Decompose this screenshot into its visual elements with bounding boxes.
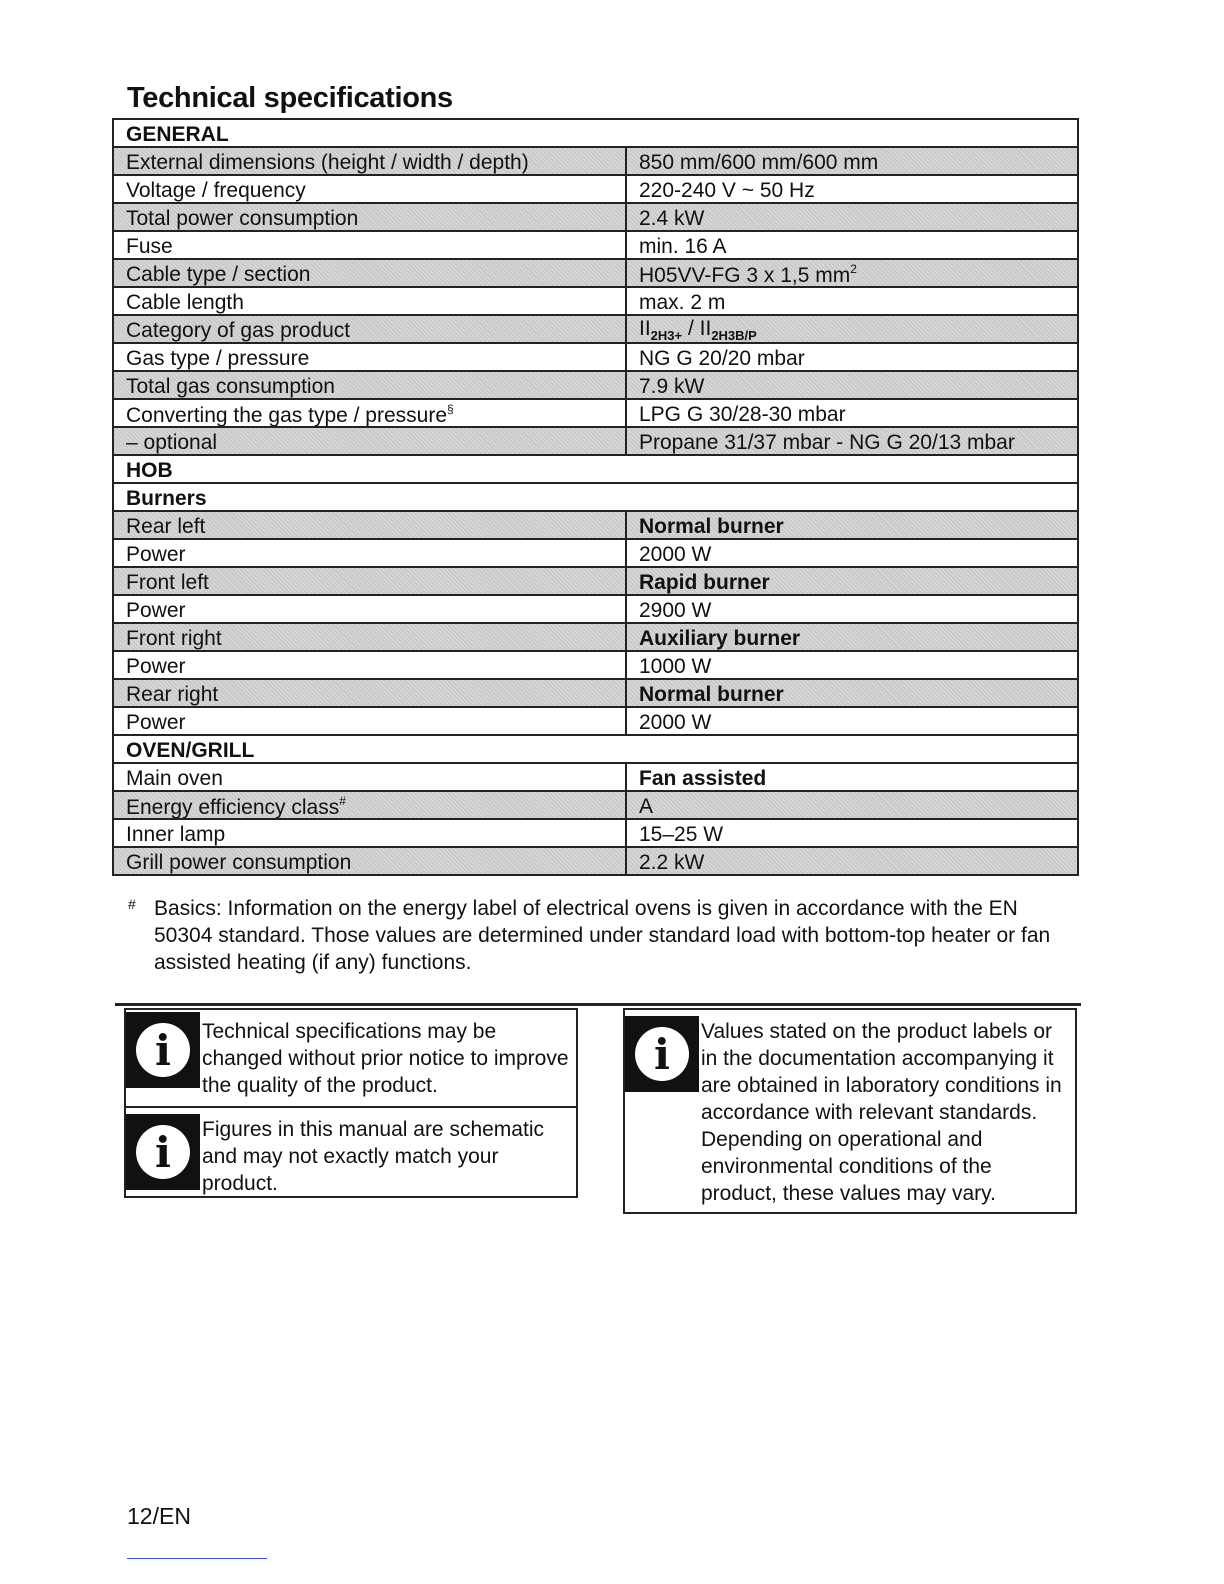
spec-value: 2900 W (626, 595, 1078, 623)
table-row (113, 763, 1078, 791)
spec-value: A (626, 791, 1078, 819)
table-row (113, 791, 1078, 819)
spec-value: NG G 20/20 mbar (626, 343, 1078, 371)
table-row (113, 623, 1078, 651)
superscript: § (447, 401, 454, 416)
superscript: # (339, 793, 346, 808)
spec-value: 220-240 V ~ 50 Hz (626, 175, 1078, 203)
table-row (113, 371, 1078, 399)
table-row (113, 651, 1078, 679)
spec-label: Rear left (113, 511, 626, 539)
note-figures (126, 1108, 576, 1196)
table-row (113, 343, 1078, 371)
spec-value: Fan assisted (626, 763, 1078, 791)
spec-value: min. 16 A (626, 231, 1078, 259)
table-row (113, 567, 1078, 595)
spec-label: Total power consumption (113, 203, 626, 231)
spec-label: Inner lamp (113, 819, 626, 847)
note-values (625, 1010, 1075, 1212)
spec-label: Main oven (113, 763, 626, 791)
label-text: Energy efficiency class (126, 795, 340, 819)
info-icon-glyph: i (136, 1023, 190, 1077)
spec-label: Rear right (113, 679, 626, 707)
table-row (113, 147, 1078, 175)
spec-label: Fuse (113, 231, 626, 259)
subscript: 2H3+ (650, 328, 683, 343)
spec-label: Total gas consumption (113, 371, 626, 399)
spec-label (113, 399, 626, 427)
spec-table (112, 118, 1079, 876)
subscript: 2H3B/P (711, 328, 757, 343)
value-text: II (639, 317, 651, 340)
note-text: Technical specifications may be changed without prior notice to improve the quality of the product. (202, 1020, 569, 1097)
spec-label: Voltage / frequency (113, 175, 626, 203)
note-text: Values stated on the product labels or in the documentation accompanying it are obtained in laboratory conditions in accordance with relevant standards. Depending on operational and environmental conditions of the product, these values may vary. (701, 1020, 1062, 1205)
section-oven-grill (113, 735, 1078, 763)
spec-value: Propane 31/37 mbar - NG G 20/13 mbar (626, 427, 1078, 455)
value-text: / II (682, 317, 712, 340)
spec-value: 2000 W (626, 707, 1078, 735)
superscript: 2 (850, 261, 857, 276)
page-number: 12/EN (127, 1503, 191, 1529)
spec-label: Front right (113, 623, 626, 651)
section-hob (113, 455, 1078, 483)
value-text: H05VV-FG 3 x 1,5 mm (639, 263, 851, 287)
section-title: OVEN/GRILL (113, 735, 1078, 763)
table-row (113, 539, 1078, 567)
table-row (113, 175, 1078, 203)
note-text: Figures in this manual are schematic and may not exactly match your product. (202, 1118, 544, 1195)
table-row (113, 259, 1078, 287)
spec-value: Rapid burner (626, 567, 1078, 595)
table-row (113, 511, 1078, 539)
table-row (113, 427, 1078, 455)
table-row (113, 679, 1078, 707)
section-title: Burners (113, 483, 1078, 511)
spec-value: 15–25 W (626, 819, 1078, 847)
notes-box-right (623, 1008, 1077, 1214)
spec-value: Auxiliary burner (626, 623, 1078, 651)
table-row (113, 399, 1078, 427)
spec-label: Front left (113, 567, 626, 595)
spec-value: 2.4 kW (626, 203, 1078, 231)
spec-label: Power (113, 651, 626, 679)
table-row (113, 203, 1078, 231)
spec-value (626, 315, 1078, 343)
section-general (113, 119, 1078, 147)
spec-value: max. 2 m (626, 287, 1078, 315)
spec-value: 7.9 kW (626, 371, 1078, 399)
info-icon (126, 1114, 200, 1190)
table-row (113, 847, 1078, 875)
spec-value (626, 259, 1078, 287)
spec-value: 2000 W (626, 539, 1078, 567)
divider (115, 1003, 1081, 1006)
spec-label: Cable type / section (113, 259, 626, 287)
table-row (113, 315, 1078, 343)
section-burners (113, 483, 1078, 511)
section-title: HOB (113, 455, 1078, 483)
note-specifications (126, 1010, 576, 1108)
table-row (113, 287, 1078, 315)
spec-label: Gas type / pressure (113, 343, 626, 371)
spec-value: 2.2 kW (626, 847, 1078, 875)
table-row (113, 231, 1078, 259)
spec-label (113, 791, 626, 819)
info-icon-glyph: i (136, 1125, 190, 1179)
spec-value: LPG G 30/28-30 mbar (626, 399, 1078, 427)
spec-label: Power (113, 595, 626, 623)
footnote-text: Basics: Information on the energy label of electrical ovens is given in accordance with the EN 50304 standard. Those values are determined under standard load with bottom-top heater or fan assisted heating (if any) functions. (154, 897, 1051, 974)
spec-value: Normal burner (626, 511, 1078, 539)
spec-label: Cable length (113, 287, 626, 315)
info-icon (126, 1012, 200, 1088)
info-icon-glyph: i (635, 1027, 689, 1081)
spec-label: – optional (113, 427, 626, 455)
table-row (113, 595, 1078, 623)
spec-value: 1000 W (626, 651, 1078, 679)
page-title: Technical specifications (127, 82, 453, 114)
spec-value: 850 mm/600 mm/600 mm (626, 147, 1078, 175)
footer-line (127, 1558, 267, 1559)
spec-label: External dimensions (height / width / depth) (113, 147, 626, 175)
info-icon (625, 1016, 699, 1092)
table-row (113, 819, 1078, 847)
spec-label: Grill power consumption (113, 847, 626, 875)
spec-label: Power (113, 539, 626, 567)
spec-value: Normal burner (626, 679, 1078, 707)
section-title: GENERAL (113, 119, 1078, 147)
notes-box-left (124, 1008, 578, 1198)
spec-label: Power (113, 707, 626, 735)
table-row (113, 707, 1078, 735)
label-text: Converting the gas type / pressure (126, 403, 448, 427)
footnote (128, 895, 1078, 976)
spec-label: Category of gas product (113, 315, 626, 343)
footnote-mark: # (128, 896, 136, 912)
